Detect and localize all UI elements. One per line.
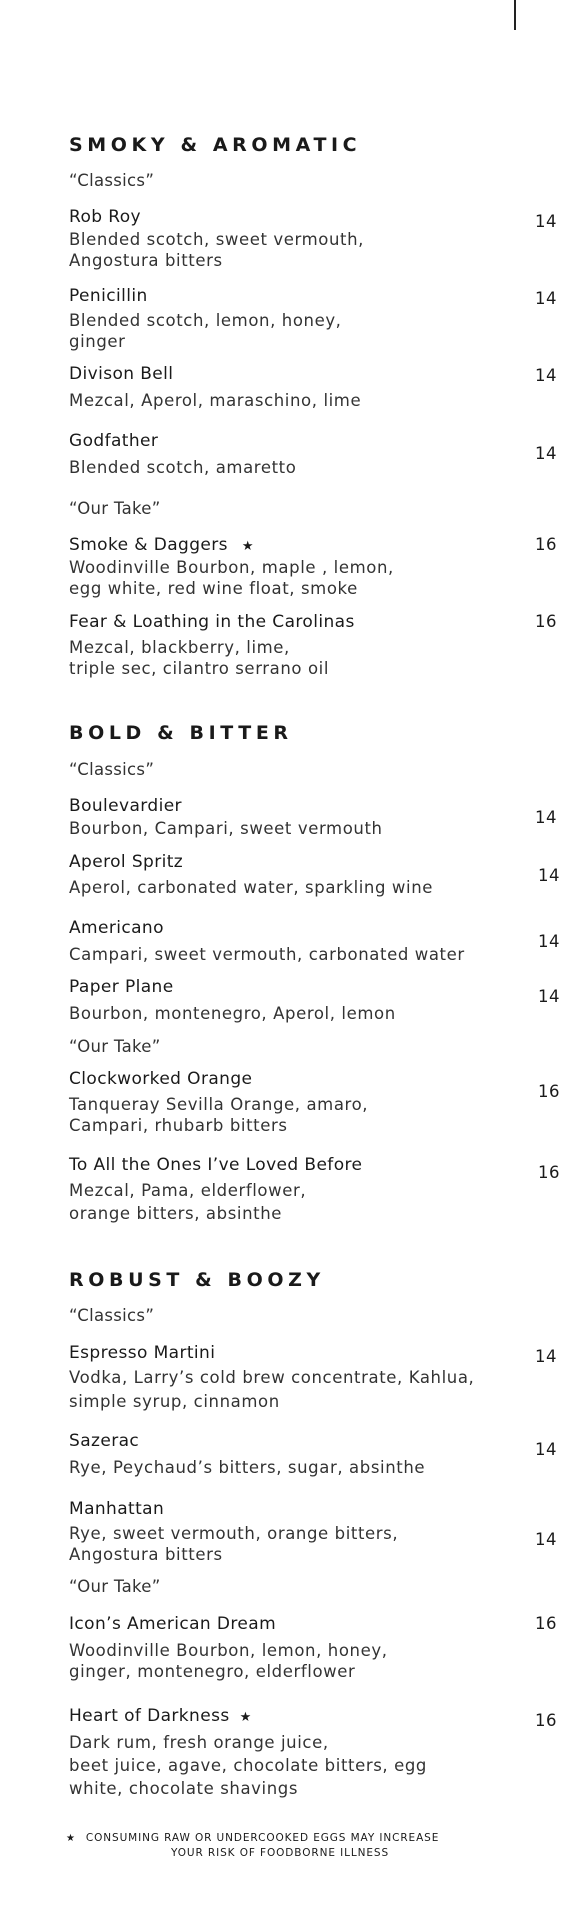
menu-item-name: Godfather bbox=[69, 431, 159, 451]
menu-item-name: Espresso Martini bbox=[69, 1343, 216, 1363]
menu-item-description: Blended scotch, lemon, honey, ginger bbox=[69, 311, 342, 351]
classics-label: “Classics” bbox=[69, 760, 155, 779]
star-icon: ★ bbox=[239, 1710, 252, 1725]
menu-item-description: Vodka, Larry’s cold brew concentrate, Kahlua, simple syrup, cinnamon bbox=[69, 1368, 475, 1411]
menu-item-name: Fear & Loathing in the Carolinas bbox=[69, 612, 355, 632]
our-take-label: “Our Take” bbox=[69, 499, 161, 518]
top-divider-line bbox=[514, 0, 516, 30]
menu-item-description: Blended scotch, amaretto bbox=[69, 458, 297, 477]
menu-item-description: Bourbon, montenegro, Aperol, lemon bbox=[69, 1004, 396, 1023]
star-icon: ★ bbox=[66, 1833, 76, 1844]
menu-item-price: 14 bbox=[538, 932, 560, 951]
menu-item-name: Icon’s American Dream bbox=[69, 1614, 277, 1634]
menu-item-name: Rob Roy bbox=[69, 207, 141, 227]
menu-item-description: Mezcal, Pama, elderflower, orange bitters, absinthe bbox=[69, 1181, 307, 1223]
menu-item-description: Rye, Peychaud’s bitters, sugar, absinthe bbox=[69, 1458, 426, 1477]
menu-item-name: Divison Bell bbox=[69, 364, 174, 384]
classics-label: “Classics” bbox=[69, 171, 155, 190]
menu-item-price: 16 bbox=[535, 612, 557, 631]
menu-item-name: Penicillin bbox=[69, 286, 148, 306]
our-take-label: “Our Take” bbox=[69, 1037, 161, 1056]
menu-item-description: Blended scotch, sweet vermouth, Angostura bitters bbox=[69, 230, 365, 270]
menu-item-description: Mezcal, Aperol, maraschino, lime bbox=[69, 391, 362, 410]
menu-item-price: 16 bbox=[535, 1614, 557, 1633]
menu-item-name: Paper Plane bbox=[69, 977, 174, 997]
menu-item-description: Mezcal, blackberry, lime, triple sec, cilantro serrano oil bbox=[69, 638, 330, 678]
menu-item-description: Dark rum, fresh orange juice, beet juice, agave, chocolate bitters, egg white, chocolate shavings bbox=[69, 1733, 427, 1798]
menu-item-price: 16 bbox=[535, 535, 557, 554]
menu-item-name: Clockworked Orange bbox=[69, 1069, 253, 1089]
menu-item-price: 14 bbox=[538, 987, 560, 1006]
menu-item-name: Aperol Spritz bbox=[69, 852, 184, 872]
menu-item-price: 14 bbox=[535, 1440, 557, 1459]
menu-item-name: Sazerac bbox=[69, 1431, 140, 1451]
menu-item-name: Americano bbox=[69, 918, 164, 938]
section-heading-robust-boozy: ROBUST & BOOZY bbox=[69, 1269, 325, 1291]
menu-item-price: 14 bbox=[535, 212, 557, 231]
menu-item-price: 16 bbox=[535, 1711, 557, 1730]
menu-item-price: 14 bbox=[535, 289, 557, 308]
menu-item-description: Rye, sweet vermouth, orange bitters, Angostura bitters bbox=[69, 1524, 399, 1564]
star-icon: ★ bbox=[241, 539, 254, 554]
menu-item-name: Manhattan bbox=[69, 1499, 165, 1519]
classics-label: “Classics” bbox=[69, 1306, 155, 1325]
raw-egg-disclaimer: ★ CONSUMING RAW OR UNDERCOOKED EGGS MAY INCREASE YOUR RISK OF FOODBORNE ILLNESS bbox=[66, 1832, 440, 1859]
menu-item-name: Heart of Darkness ★ bbox=[69, 1706, 252, 1726]
menu-item-name: To All the Ones I’ve Loved Before bbox=[69, 1155, 363, 1175]
menu-item-name: Boulevardier bbox=[69, 796, 182, 816]
menu-item-price: 16 bbox=[538, 1082, 560, 1101]
menu-item-description: Bourbon, Campari, sweet vermouth bbox=[69, 819, 383, 838]
menu-item-price: 14 bbox=[535, 1530, 557, 1549]
menu-item-description: Woodinville Bourbon, maple , lemon, egg white, red wine float, smoke bbox=[69, 558, 394, 598]
menu-item-description: Woodinville Bourbon, lemon, honey, ginger, montenegro, elderflower bbox=[69, 1641, 388, 1681]
menu-item-price: 14 bbox=[535, 444, 557, 463]
menu-item-description: Campari, sweet vermouth, carbonated water bbox=[69, 945, 465, 964]
menu-item-description: Tanqueray Sevilla Orange, amaro, Campari, rhubarb bitters bbox=[69, 1095, 369, 1135]
section-heading-smoky-aromatic: SMOKY & AROMATIC bbox=[69, 134, 362, 156]
menu-item-description: Aperol, carbonated water, sparkling wine bbox=[69, 878, 433, 897]
section-heading-bold-bitter: BOLD & BITTER bbox=[69, 722, 293, 744]
menu-item-price: 14 bbox=[535, 808, 557, 827]
menu-item-name: Smoke & Daggers ★ bbox=[69, 535, 254, 555]
menu-item-price: 14 bbox=[535, 366, 557, 385]
our-take-label: “Our Take” bbox=[69, 1577, 161, 1596]
menu-item-price: 14 bbox=[538, 866, 560, 885]
menu-item-price: 14 bbox=[535, 1347, 557, 1366]
menu-item-price: 16 bbox=[538, 1163, 560, 1182]
